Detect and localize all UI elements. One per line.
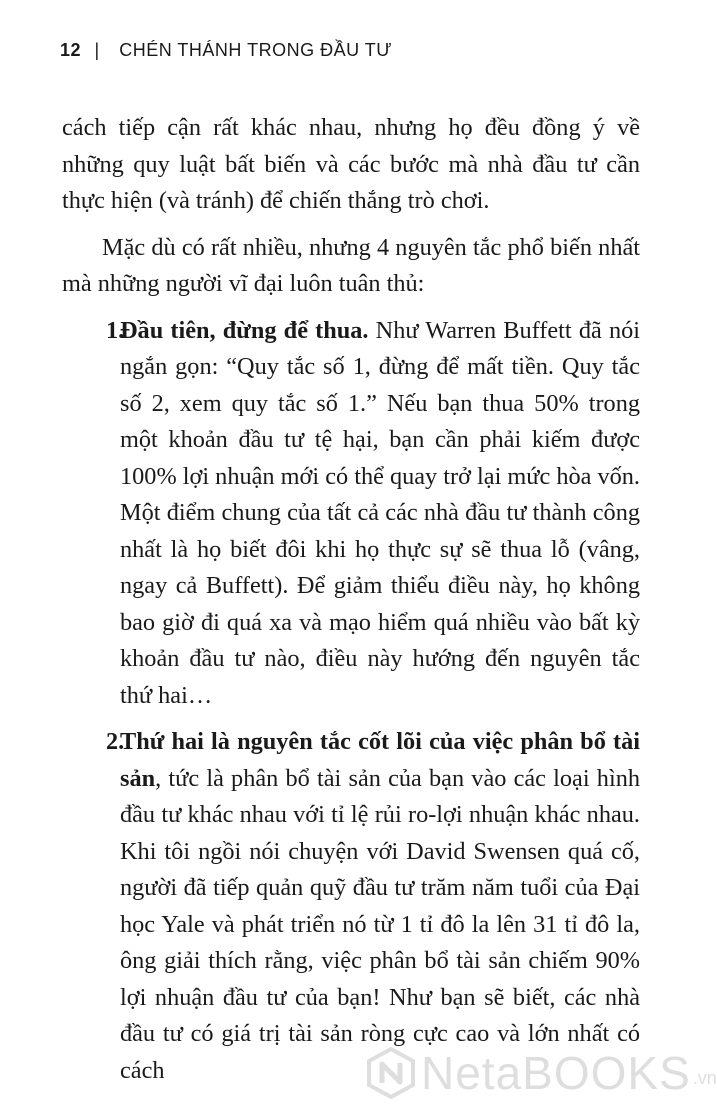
principles-list	[62, 313, 640, 1090]
list-item	[62, 724, 640, 1089]
list-item-text: , tức là phân bổ tài sản của bạn vào các loại hình đầu tư khác nhau với tỉ lệ rủi ro-lợi nhuận khác nhau. Khi tôi ngồi nói chuyện với David Swensen quá cố, người đã tiếp quản quỹ đầu tư trăm năm tuổi của Đại học Yale và phát triển nó từ 1 tỉ đô la lên 31 tỉ đô la, ông giải thích rằng, việc phân bổ tài sản chiếm 90% lợi nhuận đầu tư của bạn! Như bạn sẽ biết, các nhà đầu tư có giá trị tài sản ròng cực cao và lớn nhất có cách	[120, 764, 640, 1084]
running-title: CHÉN THÁNH TRONG ĐẦU TƯ	[119, 40, 393, 60]
list-item-text: Như Warren Buffett đã nói ngắn gọn: “Quy tắc số 1, đừng để mất tiền. Quy tắc số 2, xem quy tắc số 1.” Nếu bạn thua 50% trong một khoản đầu tư tệ hại, bạn cần phải kiếm được 100% lợi nhuận mới có thể quay trở lại mức hòa vốn. Một điểm chung của tất cả các nhà đầu tư thành công nhất là họ biết đôi khi họ thực sự sẽ thua lỗ (vâng, ngay cả Buffett). Để giảm thiểu điều này, họ không bao giờ đi quá xa và mạo hiểm quá nhiều vào bất kỳ khoản đầu tư nào, điều này hướng đến nguyên tắc thứ hai…	[120, 316, 640, 709]
paragraph: Mặc dù có rất nhiều, nhưng 4 nguyên tắc phổ biến nhất mà những người vĩ đại luôn tuân thủ:	[62, 233, 640, 297]
list-item-lead: Thứ hai là nguyên tắc cốt lõi của việc phân bổ tài sản	[120, 728, 640, 792]
watermark-suffix: .vn	[692, 1068, 717, 1088]
publisher-watermark	[365, 1047, 717, 1099]
paragraph: cách tiếp cận rất khác nhau, nhưng họ đều đồng ý về những quy luật bất biến và các bước mà nhà đầu tư cần thực hiện (và tránh) để chiến thắng trò chơi.	[62, 114, 640, 214]
page-number: 12	[60, 40, 82, 60]
list-item	[62, 313, 640, 715]
netabooks-logo-icon	[365, 1047, 417, 1099]
header-separator: |	[94, 40, 100, 60]
watermark-brand: NetaBOOKS	[421, 1047, 691, 1099]
list-item-number: 1.	[106, 316, 125, 344]
list-item-number: 2.	[106, 728, 125, 755]
list-item-lead: Đầu tiên, đừng để thua.	[120, 316, 369, 344]
page-body	[62, 110, 640, 1089]
running-header	[60, 40, 392, 61]
